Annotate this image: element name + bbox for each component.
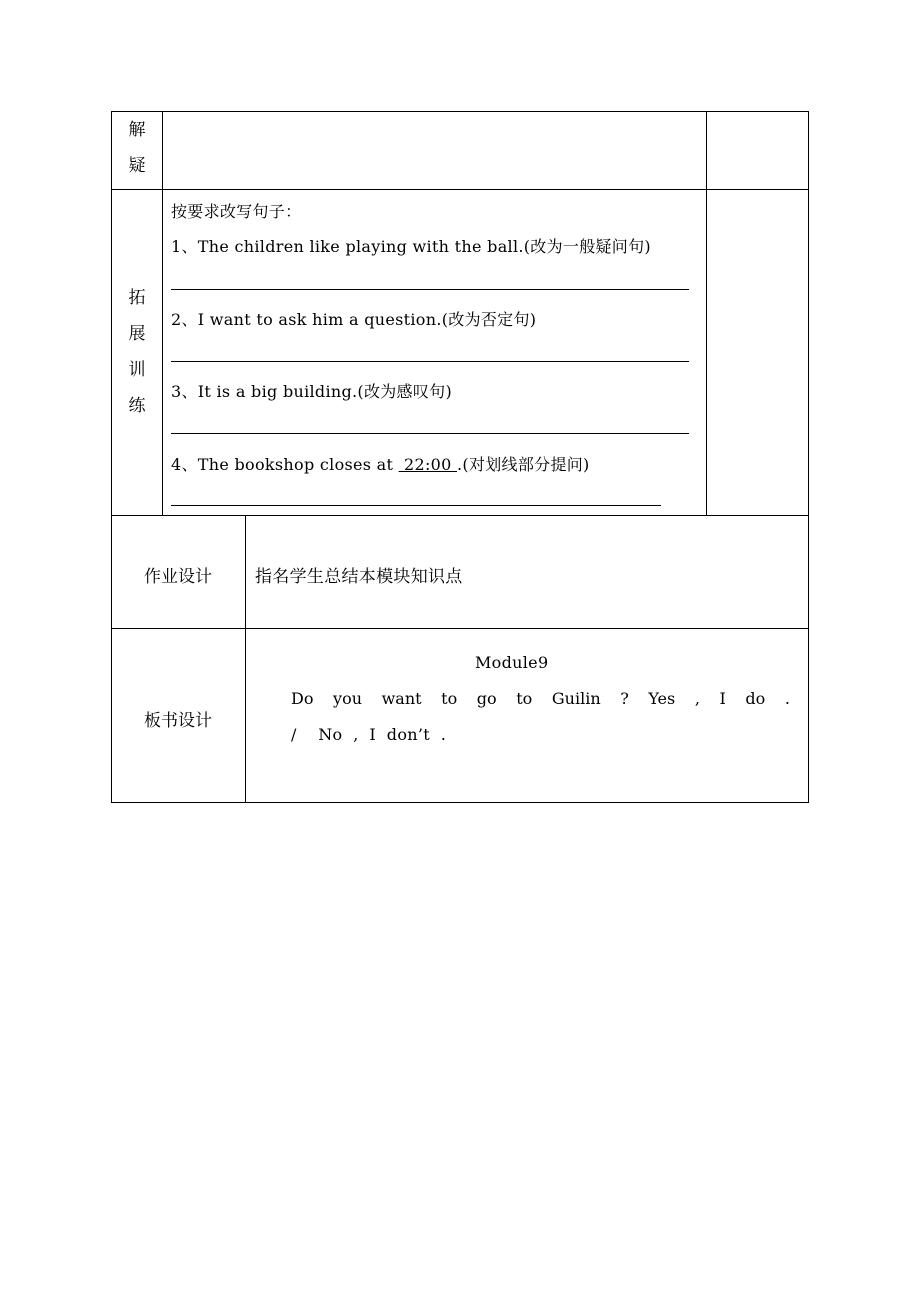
row-divider [111,628,809,629]
banshu-word: Do [291,689,314,708]
column-divider [245,515,246,803]
tuozhan-label: 拓 展 训 练 [128,288,146,416]
answer-line-2 [171,361,689,362]
answer-line-1 [171,289,689,290]
q4-prefix: 4、The bookshop closes at [171,455,399,474]
exercise-question-4 [171,452,590,475]
banshu-word: ? [620,689,629,708]
banshu-word: Yes [648,689,676,708]
banshu-title: Module9 [475,653,549,672]
banshu-word: Guilin [551,689,601,708]
zuoye-content: 指名学生总结本模块知识点 [255,567,463,587]
q4-suffix: .(对划线部分提问) [457,455,590,474]
answer-line-4 [171,505,661,506]
answer-line-3 [171,433,689,434]
column-divider [706,111,707,515]
banshu-word: you [333,689,363,708]
banshu-line-1 [291,689,790,708]
exercise-question-2: 2、I want to ask him a question.(改为否定句) [171,310,537,329]
banshu-word: want [381,689,422,708]
banshu-word: to [516,689,533,708]
row-divider [111,515,809,516]
row-divider [111,189,809,190]
zuoye-label: 作业设计 [144,567,212,587]
banshu-label: 板书设计 [144,711,212,731]
q4-underlined-time: 22:00 [398,455,458,474]
banshu-word: . [784,689,790,708]
banshu-word: do [745,689,766,708]
exercise-question-1: 1、The children like playing with the ball.(改为一般疑问句) [171,237,651,256]
banshu-word: , [694,689,700,708]
exercise-instruction: 按要求改写句子： [171,202,302,221]
banshu-word: go [476,689,497,708]
jieyi-label: 解 疑 [128,120,146,176]
exercise-question-3: 3、It is a big building.(改为感叹句) [171,382,452,401]
banshu-line-2: / No , I don’t . [291,725,447,744]
banshu-word: I [719,689,726,708]
banshu-word: to [441,689,458,708]
column-divider [162,111,163,515]
